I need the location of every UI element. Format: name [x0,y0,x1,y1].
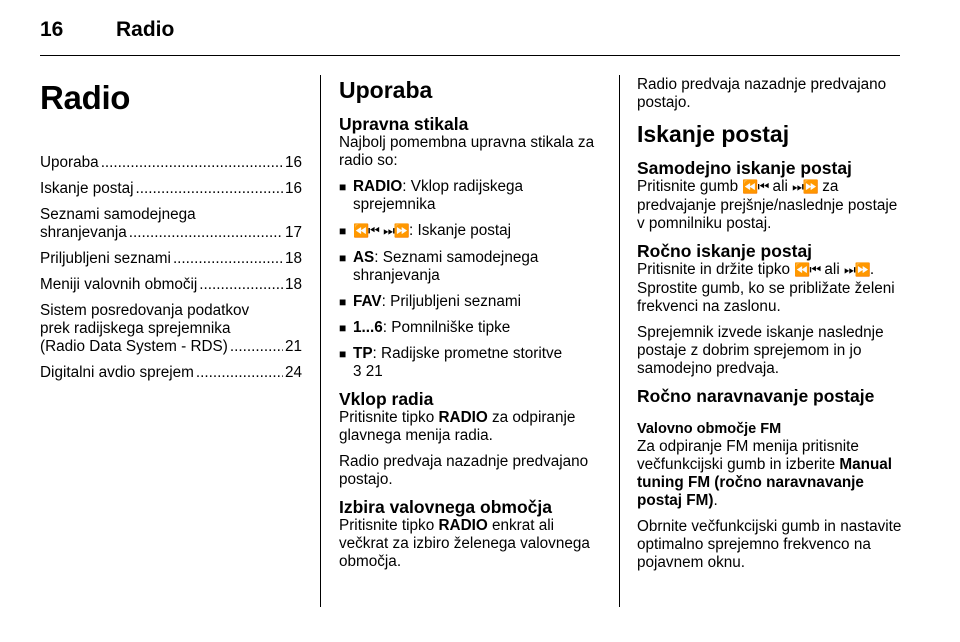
toc-entry[interactable] [40,206,302,242]
chapter-title: Radio [40,79,131,116]
page-number: 16 [40,18,64,41]
toc-label: shranjevanja [40,224,127,241]
radio-key: RADIO [438,409,488,426]
toc-entry[interactable] [40,180,302,198]
radio-on-text [339,409,603,445]
list-item [339,178,603,214]
toc-label: Iskanje postaj [40,180,134,197]
toc-label: (Radio Data System - RDS) [40,338,228,355]
toc-label: prek radijskega sprejemnika [40,320,231,337]
toc-label: Uporaba [40,154,99,171]
station-search-column [637,76,905,580]
control-key: TP [353,345,373,362]
square-bullet-icon: ■ [339,180,347,194]
toc-page-number: 16 [284,180,302,197]
fm-text-2: Obrnite večfunkcijski gumb in nastavite optimalno sprejemno frekvenco na pojavnem oknu. [637,518,902,571]
text-run: . Sprostite gumb, ko se približate želeni frekvenci na zaslonu. [637,261,895,315]
controls-intro: Najbolj pomembna upravna stikala za radio so: [339,134,595,169]
radio-on-title: Vklop radia [339,389,434,409]
band-select-text [339,517,603,571]
page-header [40,18,920,48]
text-run: za predvajanje prejšnje/naslednje postaje v pomnilniku postaj. [637,178,898,232]
text-run: Pritisnite tipko [339,409,439,426]
table-of-contents [40,154,302,382]
running-title: Radio [116,18,175,41]
toc-page-number: 17 [284,224,302,241]
usage-heading: Uporaba [339,77,433,103]
menu-item-name: Manual tuning FM (ročno naravnavanje postaj FM) [637,456,893,509]
toc-column [40,76,302,390]
page-reference[interactable]: 3 21 [353,363,383,380]
toc-leader [129,224,283,242]
seek-back-icon: ⏪⏮ [794,263,821,278]
toc-label: Meniji valovnih območij [40,276,198,293]
text-run: . [713,492,718,509]
radio-on-text-2: Radio predvaja nazadnje predvajano postajo. [339,453,589,488]
text-run: za odpiranje glavnega menija radia. [339,409,576,444]
square-bullet-icon: ■ [339,321,347,335]
square-bullet-icon: ■ [339,295,347,309]
text-run: Pritisnite gumb [637,178,743,195]
seek-back-icon: ⏪⏮ [353,224,379,239]
toc-page-number: 24 [284,364,302,381]
text-run: Pritisnite tipko [339,517,439,534]
square-bullet-icon: ■ [339,224,347,238]
manual-search-text-2: Sprejemnik izvede iskanje naslednje postaje z dobrim sprejemom in jo samodejno predvaja. [637,324,884,377]
toc-page-number: 16 [284,154,302,171]
manual-search-title: Ročno iskanje postaj [637,241,813,261]
manual-tune-title: Ročno naravnavanje postaje [637,386,875,406]
column-divider-2 [619,75,620,607]
toc-label: Digitalni avdio sprejem [40,364,194,381]
usage-column [339,76,603,579]
control-desc: : Radijske prometne storitve [372,345,563,362]
toc-leader [230,338,283,356]
radio-key: RADIO [438,517,488,534]
text-run: ali [820,261,844,278]
controls-title: Upravna stikala [339,114,469,134]
control-desc: : Iskanje postaj [409,222,512,239]
manual-search-text [637,261,905,316]
control-key: RADIO [353,178,403,195]
text-run: Pritisnite in držite tipko [637,261,795,278]
seek-forward-icon: ⏭⏩ [843,263,870,278]
control-desc: : Vklop radijskega sprejemnika [353,178,524,213]
seek-forward-icon: ⏭⏩ [792,180,819,195]
toc-entry[interactable] [40,250,302,268]
control-key: 1...6 [353,319,383,336]
control-desc: : Priljubljeni seznami [381,293,522,310]
control-desc: : Pomnilniške tipke [382,319,511,336]
station-search-heading: Iskanje postaj [637,121,790,147]
list-item [339,319,603,337]
header-rule [40,55,900,56]
continued-text: Radio predvaja nazadnje predvajano postajo. [637,76,887,111]
toc-leader [199,276,283,294]
control-desc: : Seznami samodejnega shranjevanja [353,249,539,284]
list-item [339,345,603,381]
toc-page-number: 18 [284,250,302,267]
toc-page-number: 21 [284,338,302,355]
auto-search-title: Samodejno iskanje postaj [637,158,852,178]
list-item [339,222,603,241]
toc-leader [173,250,283,268]
toc-entry[interactable] [40,302,302,356]
auto-search-text [637,178,905,233]
square-bullet-icon: ■ [339,251,347,265]
toc-leader [136,180,283,198]
toc-label: Seznami samodejnega [40,206,196,223]
fm-text [637,438,905,510]
seek-back-icon: ⏪⏮ [742,180,769,195]
toc-entry[interactable] [40,276,302,294]
toc-entry[interactable] [40,154,302,172]
text-run: enkrat ali večkrat za izbiro želenega valovnega območja. [339,517,590,570]
toc-label: Priljubljeni seznami [40,250,171,267]
square-bullet-icon: ■ [339,347,347,361]
seek-forward-icon: ⏭⏩ [383,224,410,239]
toc-leader [196,364,283,382]
control-key: AS [353,249,375,266]
control-key: FAV [353,293,382,310]
text-run: Za odpiranje FM menija pritisnite večfunkcijski gumb in izberite [637,438,859,473]
toc-leader [101,154,283,172]
column-divider-1 [320,75,321,607]
band-select-title: Izbira valovnega območja [339,497,552,517]
toc-page-number: 18 [284,276,302,293]
list-item [339,249,603,285]
list-item [339,293,603,311]
toc-label: Sistem posredovanja podatkov [40,302,250,319]
toc-entry[interactable] [40,364,302,382]
fm-band-title: Valovno območje FM [637,421,782,437]
text-run: ali [768,178,793,195]
